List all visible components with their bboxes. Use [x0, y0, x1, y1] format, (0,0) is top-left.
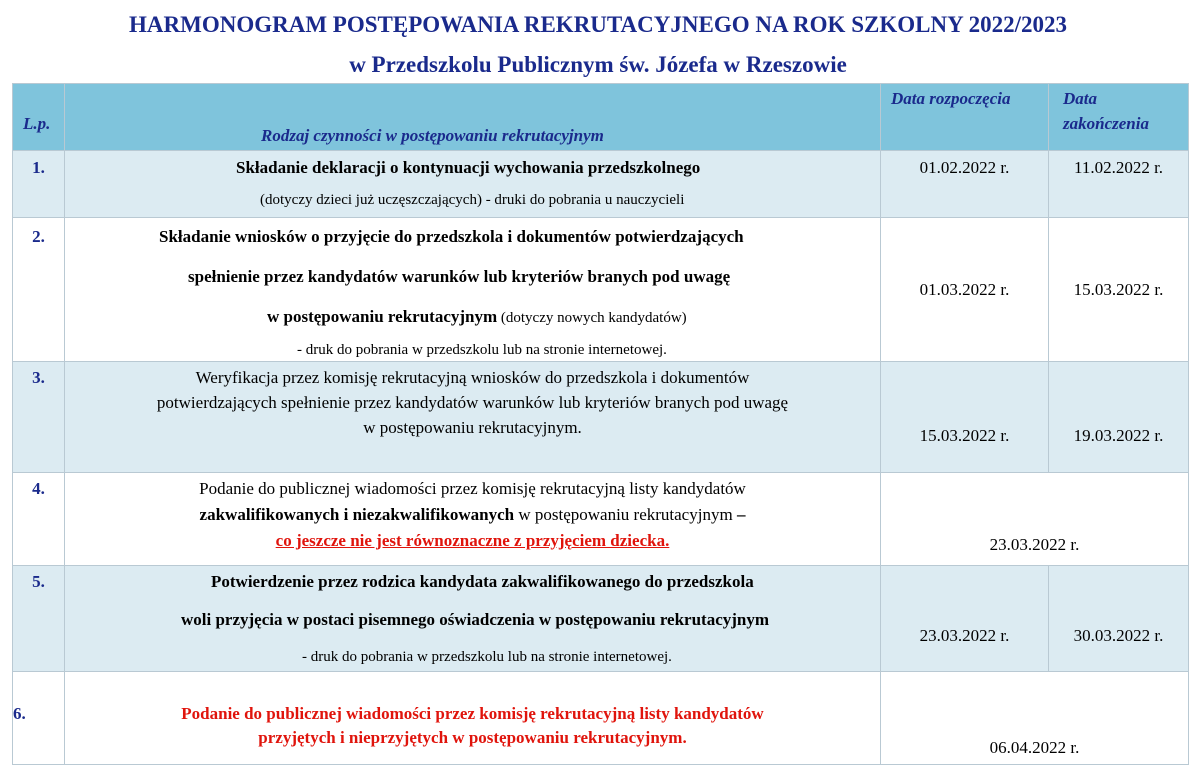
- activity-cell: [65, 151, 881, 218]
- warning-note: co jeszcze nie jest równoznaczne z przyjęciem dziecka.: [275, 531, 670, 550]
- document-subtitle: w Przedszkolu Publicznym św. Józefa w Rzeszowie: [349, 52, 847, 77]
- header-lp-cell: [13, 84, 65, 151]
- header-start-date: Data rozpoczęcia: [891, 89, 1011, 108]
- end-date: 11.02.2022 r.: [1073, 158, 1164, 177]
- activity-line: Składanie deklaracji o kontynuacji wychowania przedszkolnego: [236, 158, 701, 177]
- schedule-table: [12, 83, 1189, 765]
- dash: –: [736, 505, 746, 524]
- activity-line: Weryfikacja przez komisję rekrutacyjną wniosków do przedszkola i dokumentów: [195, 368, 750, 387]
- table-row: [13, 672, 1189, 765]
- row-number: 4.: [32, 479, 45, 498]
- lp-cell: [13, 362, 65, 473]
- start-date: 01.03.2022 r.: [919, 280, 1010, 299]
- activity-cell: [65, 218, 881, 362]
- activity-cell: [65, 362, 881, 473]
- activity-line-bold: w postępowaniu rekrutacyjnym: [267, 307, 498, 326]
- row-number: 3.: [32, 368, 45, 387]
- activity-line: w postępowaniu rekrutacyjnym: [514, 505, 737, 524]
- activity-note: (dotyczy nowych kandydatów): [497, 310, 687, 326]
- header-lp: L.p.: [23, 114, 51, 133]
- row-number: 2.: [32, 227, 45, 246]
- header-activity-cell: [65, 84, 881, 151]
- activity-line-bold: zakwalifikowanych i niezakwalifikowanych: [199, 505, 515, 524]
- start-date: 23.03.2022 r.: [919, 626, 1010, 645]
- lp-cell: [13, 672, 65, 765]
- date: 06.04.2022 r.: [989, 738, 1080, 757]
- header-end-line2: zakończenia: [1063, 114, 1149, 133]
- lp-cell: [13, 473, 65, 566]
- date-cell: [881, 473, 1189, 566]
- activity-line: Składanie wniosków o przyjęcie do przedszkola i dokumentów potwierdzających: [159, 227, 744, 246]
- activity-note: (dotyczy dzieci już uczęszczających) - druki do pobrania u nauczycieli: [260, 192, 685, 208]
- activity-line: Podanie do publicznej wiadomości przez komisję rekrutacyjną listy kandydatów: [181, 704, 764, 723]
- activity-cell: [65, 672, 881, 765]
- end-date-cell: [1049, 566, 1189, 672]
- table-row: [13, 362, 1189, 473]
- activity-download-note: - druk do pobrania w przedszkolu lub na stronie internetowej.: [297, 342, 667, 358]
- row-number: 5.: [32, 572, 45, 591]
- activity-download-note: - druk do pobrania w przedszkolu lub na stronie internetowej.: [302, 649, 672, 665]
- lp-cell: [13, 218, 65, 362]
- activity-line: przyjętych i nieprzyjętych w postępowaniu rekrutacyjnym.: [258, 728, 687, 747]
- activity-line: Potwierdzenie przez rodzica kandydata zakwalifikowanego do przedszkola: [211, 572, 754, 591]
- end-date-cell: [1049, 218, 1189, 362]
- lp-cell: [13, 151, 65, 218]
- start-date-cell: [881, 218, 1049, 362]
- row-number: 1.: [32, 158, 45, 177]
- activity-cell: [65, 566, 881, 672]
- header-activity: Rodzaj czynności w postępowaniu rekrutacyjnym: [261, 126, 604, 145]
- date-cell: [881, 672, 1189, 765]
- date: 23.03.2022 r.: [989, 535, 1080, 554]
- start-date-cell: [881, 151, 1049, 218]
- activity-line: woli przyjęcia w postaci pisemnego oświadczenia w postępowaniu rekrutacyjnym: [181, 610, 770, 629]
- end-date: 30.03.2022 r.: [1073, 626, 1164, 645]
- table-row: [13, 473, 1189, 566]
- table-row: [13, 566, 1189, 672]
- start-date: 01.02.2022 r.: [919, 158, 1010, 177]
- end-date: 19.03.2022 r.: [1073, 426, 1164, 445]
- table-row: [13, 151, 1189, 218]
- start-date: 15.03.2022 r.: [919, 426, 1010, 445]
- header-end-line1: Data: [1063, 89, 1097, 108]
- start-date-cell: [881, 566, 1049, 672]
- row-number: 6.: [13, 704, 26, 723]
- activity-line: potwierdzających spełnienie przez kandydatów warunków lub kryteriów branych pod uwagę: [156, 393, 789, 412]
- end-date-cell: [1049, 151, 1189, 218]
- end-date: 15.03.2022 r.: [1073, 280, 1164, 299]
- activity-cell: [65, 473, 881, 566]
- end-date-cell: [1049, 362, 1189, 473]
- header-start-cell: [881, 84, 1049, 151]
- activity-line: w postępowaniu rekrutacyjnym.: [363, 418, 582, 437]
- header-end-cell: [1049, 84, 1189, 151]
- document-title: HARMONOGRAM POSTĘPOWANIA REKRUTACYJNEGO NA ROK SZKOLNY 2022/2023: [129, 12, 1067, 37]
- table-row: [13, 218, 1189, 362]
- lp-cell: [13, 566, 65, 672]
- table-header-row: [13, 84, 1189, 151]
- activity-line: Podanie do publicznej wiadomości przez komisję rekrutacyjną listy kandydatów: [199, 479, 746, 498]
- start-date-cell: [881, 362, 1049, 473]
- activity-line: spełnienie przez kandydatów warunków lub kryteriów branych pod uwagę: [188, 267, 731, 286]
